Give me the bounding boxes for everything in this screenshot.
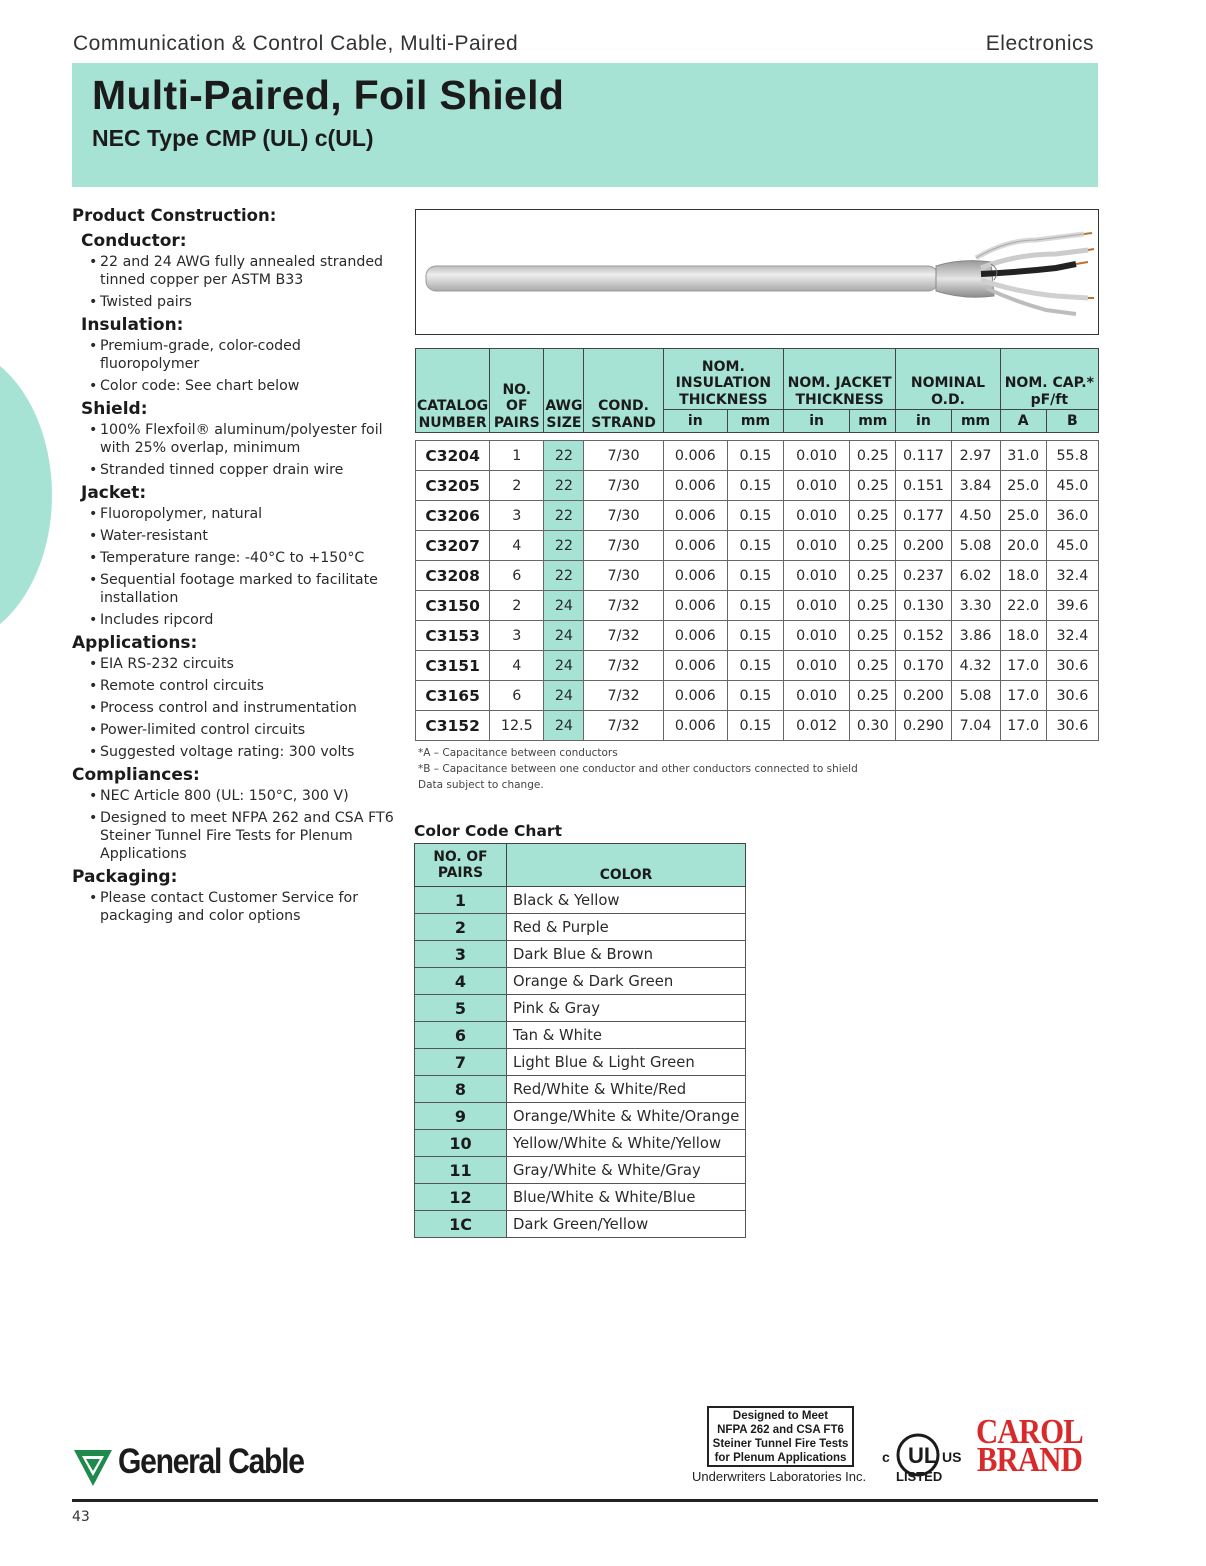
table-cell: 0.25 <box>850 651 896 681</box>
table-cell: 2 <box>490 471 544 501</box>
carol-logo-line2: BRAND <box>976 1440 1082 1479</box>
list-item: • 22 and 24 AWG fully annealed stranded tinned copper per ASTM B33 <box>89 253 402 289</box>
table-cell: 6 <box>490 681 544 711</box>
badge-line: Steiner Tunnel Fire Tests <box>712 1438 849 1450</box>
table-row <box>415 968 746 995</box>
table-cell: 6.02 <box>951 561 1000 591</box>
pair-number-cell: 6 <box>415 1022 507 1049</box>
table-cell: 0.006 <box>663 621 727 651</box>
table-cell: 22 <box>544 441 584 471</box>
list-item: • 100% Flexfoil® aluminum/polyester foil with 25% overlap, minimum <box>89 421 402 457</box>
table-cell: 0.237 <box>896 561 951 591</box>
table-cell: 17.0 <box>1000 651 1046 681</box>
conductor-heading: Conductor: <box>81 231 187 251</box>
table-cell: 17.0 <box>1000 711 1046 741</box>
table-cell: 7/30 <box>584 501 663 531</box>
table-cell: 0.15 <box>727 501 783 531</box>
table-cell: 0.006 <box>663 501 727 531</box>
table-cell: 0.15 <box>727 441 783 471</box>
col-header-color: COLOR <box>507 844 746 887</box>
note-a: *A – Capacitance between conductors <box>418 747 618 759</box>
table-cell: 7/30 <box>584 471 663 501</box>
table-cell: 0.151 <box>896 471 951 501</box>
carol-brand-logo <box>976 1412 1083 1479</box>
table-cell: 0.010 <box>784 651 850 681</box>
col-header-pairs: NO. OF PAIRS <box>490 349 544 433</box>
page-number: 43 <box>72 1509 90 1525</box>
packaging-heading: Packaging: <box>72 867 178 887</box>
table-cell: 17.0 <box>1000 681 1046 711</box>
table-cell: 0.177 <box>896 501 951 531</box>
table-cell: 0.200 <box>896 681 951 711</box>
color-cell: Red & Purple <box>507 914 746 941</box>
catalog-number-cell: C3204 <box>416 441 490 471</box>
catalog-number-cell: C3153 <box>416 621 490 651</box>
table-row <box>415 1184 746 1211</box>
conductor-list <box>89 253 402 311</box>
shield-heading: Shield: <box>81 399 148 419</box>
color-cell: Blue/White & White/Blue <box>507 1184 746 1211</box>
pair-number-cell: 8 <box>415 1076 507 1103</box>
packaging-list <box>89 889 402 925</box>
pair-number-cell: 1C <box>415 1211 507 1238</box>
table-cell: 24 <box>544 591 584 621</box>
color-cell: Yellow/White & White/Yellow <box>507 1130 746 1157</box>
table-row <box>416 531 1099 561</box>
color-cell: Light Blue & Light Green <box>507 1049 746 1076</box>
table-cell: 0.15 <box>727 531 783 561</box>
color-cell: Orange & Dark Green <box>507 968 746 995</box>
pair-number-cell: 11 <box>415 1157 507 1184</box>
table-cell: 7/32 <box>584 681 663 711</box>
ul-letters: UL <box>908 1443 938 1468</box>
table-row <box>415 995 746 1022</box>
carol-logo-line1: CAROL <box>976 1412 1083 1451</box>
color-cell: Pink & Gray <box>507 995 746 1022</box>
table-cell: 0.15 <box>727 651 783 681</box>
category-title: Communication & Control Cable, Multi-Paired <box>73 32 519 55</box>
table-cell: 24 <box>544 681 584 711</box>
table-cell: 22 <box>544 561 584 591</box>
catalog-number-cell: C3151 <box>416 651 490 681</box>
table-cell: 0.30 <box>850 711 896 741</box>
footer-divider <box>72 1499 1098 1502</box>
table-cell: 0.010 <box>784 441 850 471</box>
table-cell: 0.010 <box>784 621 850 651</box>
specification-table <box>415 348 1099 741</box>
table-cell: 30.6 <box>1046 651 1098 681</box>
section-title: Electronics <box>985 32 1094 55</box>
table-row <box>416 591 1099 621</box>
sub-header-mm: mm <box>951 410 1000 433</box>
table-cell: 0.170 <box>896 651 951 681</box>
table-cell: 0.25 <box>850 621 896 651</box>
product-info-column <box>72 206 402 929</box>
table-cell: 2 <box>490 591 544 621</box>
table-row <box>415 914 746 941</box>
ul-fire-test-badge <box>707 1406 854 1467</box>
catalog-number-cell: C3165 <box>416 681 490 711</box>
table-cell: 4 <box>490 531 544 561</box>
table-cell: 36.0 <box>1046 501 1098 531</box>
page-subtitle: NEC Type CMP (UL) c(UL) <box>92 125 374 151</box>
table-cell: 22.0 <box>1000 591 1046 621</box>
table-cell: 0.006 <box>663 471 727 501</box>
table-cell: 0.15 <box>727 471 783 501</box>
table-cell: 0.006 <box>663 561 727 591</box>
table-cell: 22 <box>544 531 584 561</box>
table-cell: 0.010 <box>784 561 850 591</box>
table-row <box>416 711 1099 741</box>
color-cell: Black & Yellow <box>507 887 746 914</box>
table-cell: 45.0 <box>1046 531 1098 561</box>
table-cell: 24 <box>544 621 584 651</box>
list-item: • Suggested voltage rating: 300 volts <box>89 743 402 761</box>
table-cell: 24 <box>544 651 584 681</box>
compliances-heading: Compliances: <box>72 765 200 785</box>
pair-number-cell: 12 <box>415 1184 507 1211</box>
table-cell: 0.15 <box>727 621 783 651</box>
table-cell: 0.010 <box>784 681 850 711</box>
sub-header-mm: mm <box>727 410 783 433</box>
ul-c-letter: c <box>882 1449 890 1465</box>
table-cell: 4.32 <box>951 651 1000 681</box>
table-cell: 0.010 <box>784 501 850 531</box>
table-cell: 32.4 <box>1046 621 1098 651</box>
list-item: • Twisted pairs <box>89 293 402 311</box>
table-cell: 3 <box>490 621 544 651</box>
catalog-number-cell: C3208 <box>416 561 490 591</box>
catalog-number-cell: C3150 <box>416 591 490 621</box>
list-item: • Power-limited control circuits <box>89 721 402 739</box>
table-cell: 18.0 <box>1000 561 1046 591</box>
table-cell: 3 <box>490 501 544 531</box>
table-cell: 5.08 <box>951 531 1000 561</box>
badge-line: for Plenum Applications <box>714 1452 847 1464</box>
table-cell: 0.012 <box>784 711 850 741</box>
col-header-capacitance: NOM. CAP.* pF/ft <box>1000 349 1098 410</box>
table-cell: 0.25 <box>850 441 896 471</box>
table-cell: 0.200 <box>896 531 951 561</box>
insulation-list <box>89 337 402 395</box>
table-cell: 0.010 <box>784 591 850 621</box>
list-item: • Designed to meet NFPA 262 and CSA FT6 Steiner Tunnel Fire Tests for Plenum Applications <box>89 809 402 863</box>
list-item: • Please contact Customer Service for packaging and color options <box>89 889 402 925</box>
table-row <box>415 1211 746 1238</box>
table-cell: 0.15 <box>727 681 783 711</box>
table-cell: 18.0 <box>1000 621 1046 651</box>
table-cell: 6 <box>490 561 544 591</box>
pair-number-cell: 3 <box>415 941 507 968</box>
table-cell: 25.0 <box>1000 471 1046 501</box>
applications-list <box>89 655 402 761</box>
table-cell: 0.117 <box>896 441 951 471</box>
jacket-list <box>89 505 402 629</box>
table-cell: 31.0 <box>1000 441 1046 471</box>
sub-header-in: in <box>663 410 727 433</box>
sub-header-b: B <box>1046 410 1098 433</box>
table-cell: 45.0 <box>1046 471 1098 501</box>
table-cell: 0.15 <box>727 711 783 741</box>
table-row <box>415 1157 746 1184</box>
table-cell: 0.006 <box>663 441 727 471</box>
table-cell: 0.006 <box>663 711 727 741</box>
catalog-number-cell: C3205 <box>416 471 490 501</box>
col-header-catalog: CATALOG NUMBER <box>416 349 490 433</box>
catalog-number-cell: C3152 <box>416 711 490 741</box>
table-cell: 3.30 <box>951 591 1000 621</box>
pair-number-cell: 7 <box>415 1049 507 1076</box>
table-cell: 1 <box>490 441 544 471</box>
table-cell: 7/30 <box>584 561 663 591</box>
table-cell: 22 <box>544 471 584 501</box>
col-header-od: NOMINAL O.D. <box>896 349 1000 410</box>
cable-illustration <box>416 210 1098 334</box>
table-cell: 7/32 <box>584 651 663 681</box>
table-cell: 2.97 <box>951 441 1000 471</box>
table-cell: 24 <box>544 711 584 741</box>
badge-line: Designed to Meet <box>732 1410 829 1422</box>
sub-header-in: in <box>896 410 951 433</box>
pair-number-cell: 1 <box>415 887 507 914</box>
table-cell: 7.04 <box>951 711 1000 741</box>
col-header-jacket: NOM. JACKET THICKNESS <box>784 349 896 410</box>
color-cell: Dark Green/Yellow <box>507 1211 746 1238</box>
list-item: • Color code: See chart below <box>89 377 402 395</box>
note-disclaimer: Data subject to change. <box>418 779 544 791</box>
col-header-strand: COND. STRAND <box>584 349 663 433</box>
table-cell: 0.15 <box>727 561 783 591</box>
pair-number-cell: 5 <box>415 995 507 1022</box>
table-row <box>416 471 1099 501</box>
table-cell: 22 <box>544 501 584 531</box>
table-row <box>415 1049 746 1076</box>
color-cell: Tan & White <box>507 1022 746 1049</box>
list-item: • Premium-grade, color-coded fluoropolymer <box>89 337 402 373</box>
ul-company-name: Underwriters Laboratories Inc. <box>692 1469 867 1484</box>
badge-line: NFPA 262 and CSA FT6 <box>717 1424 844 1436</box>
table-row <box>416 681 1099 711</box>
insulation-heading: Insulation: <box>81 315 184 335</box>
list-item: • Stranded tinned copper drain wire <box>89 461 402 479</box>
list-item: • Includes ripcord <box>89 611 402 629</box>
table-cell: 7/32 <box>584 711 663 741</box>
color-cell: Red/White & White/Red <box>507 1076 746 1103</box>
table-cell: 0.006 <box>663 531 727 561</box>
table-cell: 25.0 <box>1000 501 1046 531</box>
col-header-insulation: NOM. INSULATION THICKNESS <box>663 349 783 410</box>
shield-list <box>89 421 402 479</box>
sub-header-in: in <box>784 410 850 433</box>
list-item: • Sequential footage marked to facilitate installation <box>89 571 402 607</box>
list-item: • NEC Article 800 (UL: 150°C, 300 V) <box>89 787 402 805</box>
table-cell: 0.010 <box>784 471 850 501</box>
catalog-number-cell: C3206 <box>416 501 490 531</box>
list-item: • EIA RS-232 circuits <box>89 655 402 673</box>
applications-heading: Applications: <box>72 633 198 653</box>
table-cell: 4 <box>490 651 544 681</box>
table-cell: 3.86 <box>951 621 1000 651</box>
color-cell: Orange/White & White/Orange <box>507 1103 746 1130</box>
table-row <box>416 621 1099 651</box>
table-cell: 7/30 <box>584 531 663 561</box>
table-cell: 55.8 <box>1046 441 1098 471</box>
table-row <box>416 501 1099 531</box>
pair-number-cell: 2 <box>415 914 507 941</box>
sub-header-a: A <box>1000 410 1046 433</box>
table-row <box>415 1022 746 1049</box>
cable-image <box>415 209 1099 335</box>
table-cell: 12.5 <box>490 711 544 741</box>
table-cell: 4.50 <box>951 501 1000 531</box>
table-cell: 5.08 <box>951 681 1000 711</box>
col-header-awg: AWG SIZE <box>544 349 584 433</box>
col-header-pairs: NO. OF PAIRS <box>415 844 507 887</box>
table-row <box>415 941 746 968</box>
ul-us-letters: US <box>942 1449 962 1465</box>
list-item: • Fluoropolymer, natural <box>89 505 402 523</box>
table-cell: 7/30 <box>584 441 663 471</box>
table-notes <box>418 745 858 793</box>
list-item: • Remote control circuits <box>89 677 402 695</box>
pair-number-cell: 4 <box>415 968 507 995</box>
table-row <box>416 651 1099 681</box>
general-cable-logo-icon <box>72 1444 114 1492</box>
table-row <box>415 887 746 914</box>
list-item: • Temperature range: -40°C to +150°C <box>89 549 402 567</box>
table-row <box>416 441 1099 471</box>
table-cell: 20.0 <box>1000 531 1046 561</box>
catalog-number-cell: C3207 <box>416 531 490 561</box>
list-item: • Water-resistant <box>89 527 402 545</box>
table-cell: 0.25 <box>850 471 896 501</box>
construction-heading: Product Construction: <box>72 206 277 225</box>
table-cell: 0.010 <box>784 531 850 561</box>
table-cell: 0.006 <box>663 591 727 621</box>
compliances-list <box>89 787 402 863</box>
table-cell: 32.4 <box>1046 561 1098 591</box>
color-cell: Gray/White & White/Gray <box>507 1157 746 1184</box>
table-row <box>415 1076 746 1103</box>
table-row <box>415 1130 746 1157</box>
table-row <box>415 1103 746 1130</box>
pair-number-cell: 10 <box>415 1130 507 1157</box>
table-cell: 0.15 <box>727 591 783 621</box>
table-row <box>416 561 1099 591</box>
table-cell: 0.25 <box>850 561 896 591</box>
table-cell: 30.6 <box>1046 711 1098 741</box>
note-b: *B – Capacitance between one conductor and other conductors connected to shield <box>418 763 858 775</box>
ul-listed-label: LISTED <box>896 1469 943 1484</box>
table-cell: 0.25 <box>850 501 896 531</box>
decorative-side-tab <box>0 345 52 645</box>
pair-number-cell: 9 <box>415 1103 507 1130</box>
jacket-heading: Jacket: <box>81 483 147 503</box>
color-code-title: Color Code Chart <box>414 822 562 840</box>
color-cell: Dark Blue & Brown <box>507 941 746 968</box>
table-cell: 0.290 <box>896 711 951 741</box>
table-cell: 0.152 <box>896 621 951 651</box>
table-cell: 0.25 <box>850 681 896 711</box>
table-cell: 7/32 <box>584 591 663 621</box>
table-cell: 0.25 <box>850 531 896 561</box>
table-cell: 30.6 <box>1046 681 1098 711</box>
table-cell: 0.006 <box>663 681 727 711</box>
general-cable-brand: General Cable <box>118 1442 304 1481</box>
table-cell: 0.006 <box>663 651 727 681</box>
list-item: • Process control and instrumentation <box>89 699 402 717</box>
sub-header-mm: mm <box>850 410 896 433</box>
table-cell: 3.84 <box>951 471 1000 501</box>
table-cell: 0.25 <box>850 591 896 621</box>
table-cell: 39.6 <box>1046 591 1098 621</box>
table-cell: 0.130 <box>896 591 951 621</box>
table-cell: 7/32 <box>584 621 663 651</box>
color-code-table <box>414 843 746 1238</box>
page-title: Multi-Paired, Foil Shield <box>92 72 565 118</box>
